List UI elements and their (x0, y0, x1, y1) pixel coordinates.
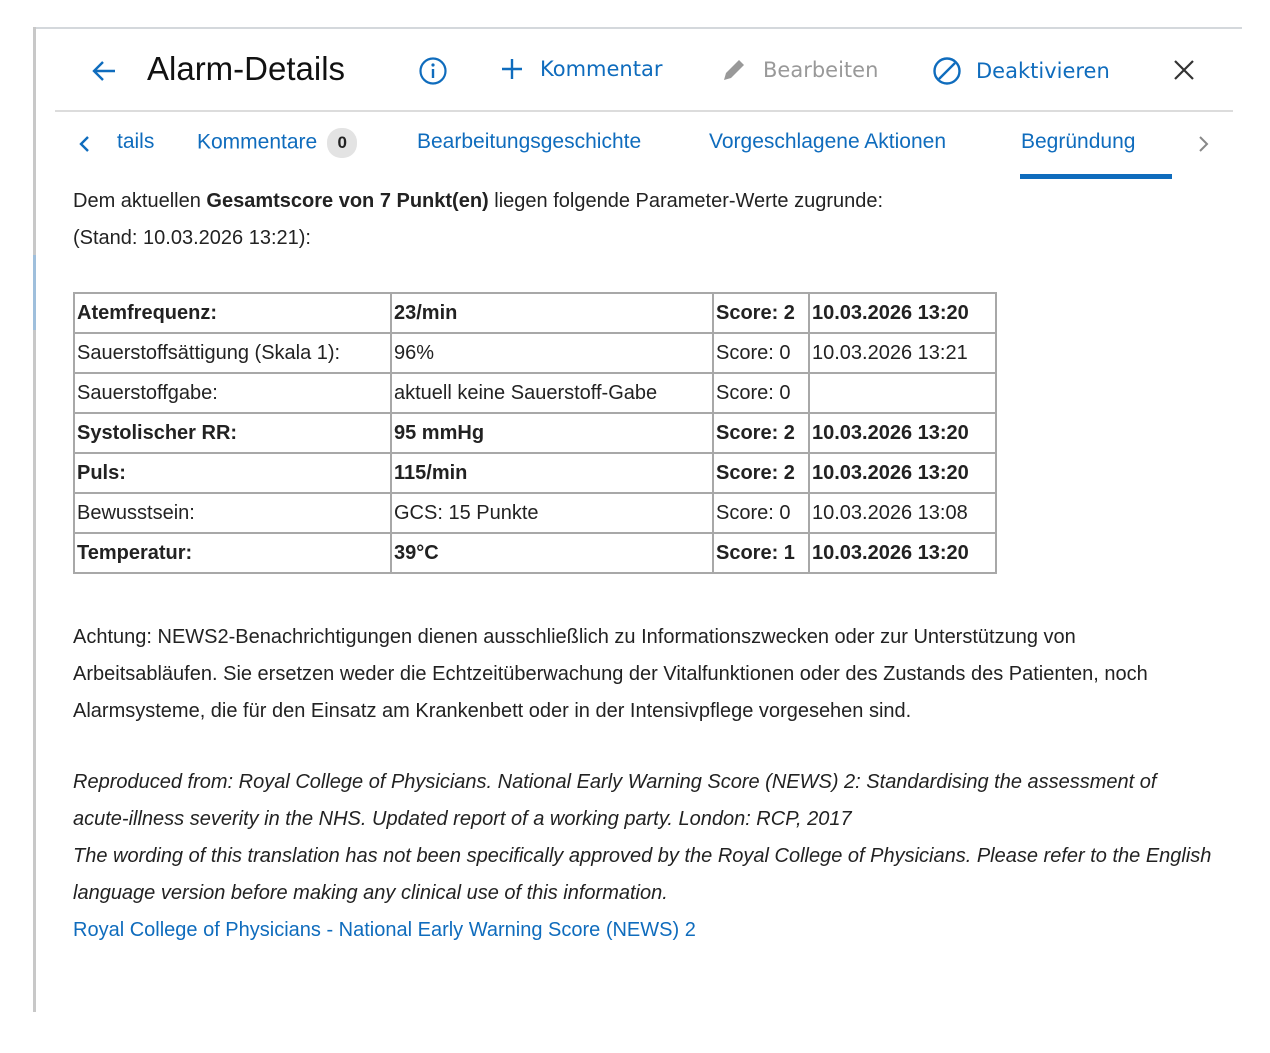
cell-score: Score: 2 (713, 413, 809, 453)
parameter-table (73, 292, 997, 574)
info-button[interactable] (418, 56, 448, 86)
cell-score: Score: 2 (713, 293, 809, 333)
plus-icon (499, 56, 525, 82)
cell-time: 10.03.2026 13:21 (809, 333, 996, 373)
prohibited-icon (932, 56, 962, 86)
deactivate-label: Deaktivieren (976, 59, 1110, 83)
cell-time (809, 373, 996, 413)
cell-value: 115/min (391, 453, 713, 493)
cell-time: 10.03.2026 13:08 (809, 493, 996, 533)
cell-value: 23/min (391, 293, 713, 333)
table-row (74, 373, 996, 413)
cell-time: 10.03.2026 13:20 (809, 453, 996, 493)
cell-param: Systolischer RR: (74, 413, 391, 453)
edit-label: Bearbeiten (763, 58, 879, 82)
active-tab-indicator (1020, 174, 1172, 179)
back-button[interactable] (90, 58, 118, 84)
cell-param: Sauerstoffgabe: (74, 373, 391, 413)
cell-param: Atemfrequenz: (74, 293, 391, 333)
intro-timestamp: (Stand: 10.03.2026 13:21): (73, 227, 311, 249)
close-icon (1172, 58, 1196, 82)
score-intro (73, 183, 1223, 257)
add-comment-button[interactable] (499, 56, 662, 82)
cell-score: Score: 0 (713, 373, 809, 413)
tab-details[interactable]: tails (117, 130, 155, 153)
edit-button[interactable] (720, 56, 878, 84)
info-icon (418, 56, 448, 86)
tab-kommentare[interactable] (197, 128, 357, 158)
cell-param: Puls: (74, 453, 391, 493)
cell-time: 10.03.2026 13:20 (809, 533, 996, 573)
citation-source: Reproduced from: Royal College of Physicians. National Early Warning Score (NEWS) 2: Standardising the assessment of acute-illness severity in the NHS. Updated report of a working party. London: RCP, 2017 (73, 771, 1157, 830)
tab-scroll-right-button[interactable] (1195, 134, 1211, 154)
comment-count-badge: 0 (327, 128, 357, 158)
cell-param: Sauerstoffsättigung (Skala 1): (74, 333, 391, 373)
intro-prefix: Dem aktuellen (73, 190, 207, 212)
cell-param: Temperatur: (74, 533, 391, 573)
tab-bearbeitungsgeschichte[interactable]: Bearbeitungsgeschichte (417, 130, 642, 153)
cell-time: 10.03.2026 13:20 (809, 293, 996, 333)
cell-time: 10.03.2026 13:20 (809, 413, 996, 453)
tab-begruendung[interactable]: Begründung (1021, 130, 1136, 153)
total-score: Gesamtscore von 7 Punkt(en) (206, 190, 489, 212)
cell-score: Score: 0 (713, 493, 809, 533)
close-button[interactable] (1172, 58, 1196, 82)
cell-score: Score: 1 (713, 533, 809, 573)
table-row (74, 293, 996, 333)
disclaimer-text: Achtung: NEWS2-Benachrichtigungen dienen ausschließlich zu Informationszwecken oder zur Unterstützung von Arbeitsabläufen. Sie ersetzen weder die Echtzeitüberwachung der Vitalfunktionen oder des Zustands des Patienten, noch Alarmsysteme, die für den Einsatz am Krankenbett oder in der Intensivpflege vorgesehen sind. (73, 626, 1148, 722)
tab-scroll-left-button[interactable] (77, 134, 93, 154)
chevron-right-icon (1195, 134, 1211, 154)
cell-score: Score: 0 (713, 333, 809, 373)
pencil-icon (720, 56, 748, 84)
cell-score: Score: 2 (713, 453, 809, 493)
page-title: Alarm-Details (147, 50, 346, 87)
cell-value: 95 mmHg (391, 413, 713, 453)
table-row (74, 333, 996, 373)
intro-suffix: liegen folgende Parameter-Werte zugrunde: (488, 190, 884, 212)
dialog-header (55, 40, 1233, 102)
table-row (74, 453, 996, 493)
cell-value: aktuell keine Sauerstoff-Gabe (391, 373, 713, 413)
cell-value: 39°C (391, 533, 713, 573)
citation-translation-note: The wording of this translation has not been specifically approved by the Royal College of Physicians. Please refer to the English language version before making any clinical use of this information. (73, 845, 1212, 904)
table-row (74, 533, 996, 573)
arrow-left-icon (90, 58, 118, 84)
table-row (74, 413, 996, 453)
cell-value: 96% (391, 333, 713, 373)
news2-link[interactable]: Royal College of Physicians - National Early Warning Score (NEWS) 2 (73, 919, 696, 941)
table-row (74, 493, 996, 533)
panel-top-border (36, 27, 1242, 29)
add-comment-label: Kommentar (540, 57, 663, 81)
deactivate-button[interactable] (932, 56, 1110, 86)
tab-bar (75, 128, 1235, 178)
chevron-left-icon (77, 134, 93, 154)
citation (73, 764, 1213, 912)
panel-left-border (33, 27, 36, 1012)
cell-value: GCS: 15 Punkte (391, 493, 713, 533)
tab-kommentare-label: Kommentare (197, 130, 318, 154)
background-accent (33, 255, 36, 330)
begruendung-panel (73, 183, 1223, 949)
cell-param: Bewusstsein: (74, 493, 391, 533)
header-divider (55, 110, 1233, 112)
tab-vorgeschlagene-aktionen[interactable]: Vorgeschlagene Aktionen (709, 130, 947, 153)
